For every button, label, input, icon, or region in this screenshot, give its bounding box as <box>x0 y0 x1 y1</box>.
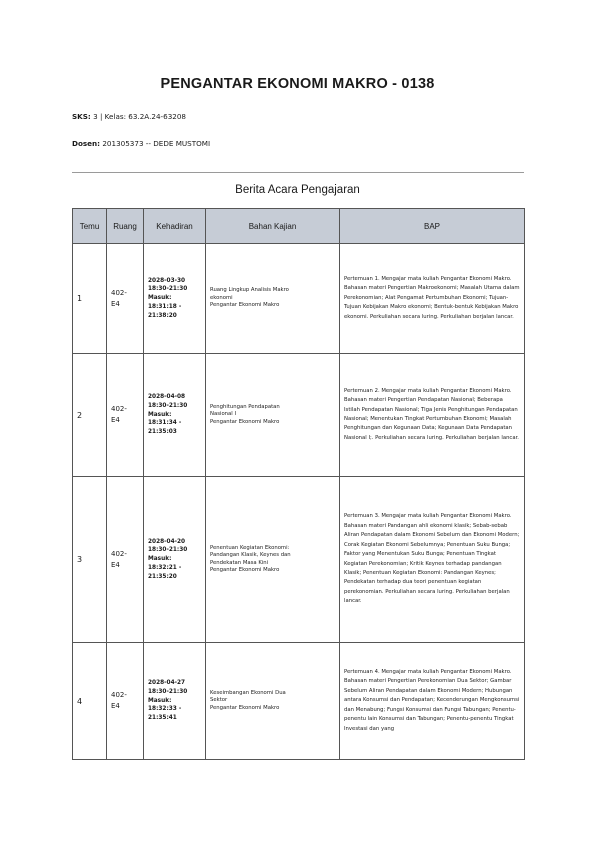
sks-label: SKS: <box>72 112 91 121</box>
bahan-line: Pendekatan Masa Kini <box>210 559 269 566</box>
kehadiran-out: 21:35:03 <box>148 429 177 436</box>
kehadiran-cell <box>144 354 206 477</box>
kehadiran-label: Masuk: <box>148 697 172 704</box>
bahan-line: Pengantar Ekonomi Makro <box>210 418 280 425</box>
col-header-kehadiran: Kehadiran <box>144 209 206 244</box>
table-row <box>73 354 525 477</box>
kehadiran-out: 21:35:41 <box>148 715 177 722</box>
ruang-cell <box>107 643 144 760</box>
bahan-line: Pengantar Ekonomi Makro <box>210 704 280 711</box>
bap-text: Pertemuan 1. Mengajar mata kuliah Pengantar Ekonomi Makro. Bahasan materi Pengertian Makroekonomi; Masalah Utama dalam Perekonomian; Alat Pengamat Pertumbuhan Ekonomi; Tujuan-Tujuan Kebijakan Makro ekonomi; Bentuk-bentuk Kebijakan Makro ekonomi. Perkuliahan secara luring. Perkuliahan berjalan lancar. <box>344 275 520 320</box>
bahan-line: Keseimbangan Ekonomi Dua <box>210 689 286 696</box>
kehadiran-out: 21:35:20 <box>148 573 177 580</box>
bap-text: Pertemuan 2. Mengajar mata kuliah Pengantar Ekonomi Makro. Bahasan materi Pengertian Pendapatan Nasional; Beberapa Istilah Pendapatan Nasional; Tiga Jenis Penghitungan Pendapatan Nasional; Menentukan Tingkat Pertumbuhan Ekonomi; Masalah Penghitungan dan Kegunaan Data; Kegunaan Data Pendapatan Nasional I;. Perkuliahan secara luring. Perkuliahan berjalan lancar. <box>344 387 519 441</box>
bahan-line: Penghitungan Pendapatan <box>210 403 280 410</box>
kehadiran-in: 18:31:18 - <box>148 303 182 310</box>
kehadiran-in: 18:32:33 - <box>148 706 182 713</box>
kehadiran-cell <box>144 244 206 354</box>
document-title: PENGANTAR EKONOMI MAKRO - 0138 <box>160 76 435 92</box>
divider <box>72 172 524 173</box>
ruang-cell <box>107 354 144 477</box>
section-title: Berita Acara Pengajaran <box>235 184 360 196</box>
kehadiran-in: 18:31:34 - <box>148 420 182 427</box>
ruang-line: 402- <box>111 549 127 558</box>
temu-cell: 1 <box>73 244 107 354</box>
kehadiran-schedule: 18:30-21:30 <box>148 688 188 695</box>
sks-value: 3 | Kelas: 63.2A.24-63208 <box>93 112 186 121</box>
kehadiran-schedule: 18:30-21:30 <box>148 402 188 409</box>
kehadiran-date: 2028-04-20 <box>148 538 186 545</box>
bahan-kajian-cell <box>206 477 340 643</box>
ruang-line: E4 <box>111 560 120 569</box>
kehadiran-date: 2028-04-08 <box>148 394 186 401</box>
bahan-kajian-cell <box>206 643 340 760</box>
dosen-label: Dosen: <box>72 139 101 148</box>
ruang-line: 402- <box>111 405 127 413</box>
bap-table <box>72 208 525 760</box>
bap-cell <box>340 477 525 643</box>
col-header-bahan-kajian: Bahan Kajian <box>206 209 340 244</box>
ruang-line: E4 <box>111 299 120 308</box>
bahan-line: Nasional I <box>210 411 237 418</box>
kehadiran-schedule: 18:30-21:30 <box>148 286 188 293</box>
kehadiran-label: Masuk: <box>148 295 172 302</box>
table-header-row <box>73 209 525 244</box>
ruang-cell <box>107 477 144 643</box>
bahan-kajian-cell <box>206 354 340 477</box>
temu-cell: 2 <box>73 354 107 477</box>
col-header-ruang: Ruang <box>107 209 144 244</box>
table-row <box>73 643 525 760</box>
bap-cell <box>340 354 525 477</box>
bahan-line: Pengantar Ekonomi Makro <box>210 302 280 309</box>
bahan-line: ekonomi <box>210 294 233 301</box>
temu-cell: 3 <box>73 477 107 643</box>
col-header-temu: Temu <box>73 209 107 244</box>
dosen-value: 201305373 -- DEDE MUSTOMI <box>102 139 211 148</box>
bap-text: Pertemuan 4. Mengajar mata kuliah Pengantar Ekonomi Makro. Bahasan materi Pengertian Perekonomian Dua Sektor; Gambar Sebelum Aliran Pendapatan dalam Ekonomi Modern; Hubungan antara Konsumsi dan Pendapatan; Kecenderungan Mengkonsumsi dan Menabung; Fungsi Konsumsi dan Fungsi Tabungan; Penentu-penentu lain Konsumsi dan Tabungan; Penentu-penentu Tingkat Investasi dan yang <box>344 669 520 732</box>
course-info <box>72 112 186 121</box>
bahan-line: Pengantar Ekonomi Makro <box>210 567 280 573</box>
bap-cell <box>340 643 525 760</box>
table-row <box>73 477 525 643</box>
bahan-line: Ruang Lingkup Analisis Makro <box>210 287 289 294</box>
ruang-line: 402- <box>111 288 127 297</box>
bap-text: Pertemuan 3. Mengajar mata kuliah Pengantar Ekonomi Makro. Bahasan materi Pandangan ahli ekonomi klasik; Sebab-sebab Aliran Pendapatan dalam Ekonomi Sebelum dan Ekonomi Modern; Corak Kegiatan Ekonomi Sebelumnya; Penentuan Suku Bunga; Faktor yang Menentukan Suku Bunga; Penentuan Tingkat Kegiatan Perekonomian; Kritik Keynes terhadap pandangan Klasik; Penentuan Kegiatan Ekonomi: Pandangan Keynes; Pendekatan terhadap dua teori penentuan kegiatan perekonomian. Perkuliahan secara luring. Perkuliahan berjalan lancar. <box>344 513 520 605</box>
bahan-line: Sektor <box>210 697 228 704</box>
kehadiran-cell <box>144 477 206 643</box>
ruang-cell <box>107 244 144 354</box>
bahan-line: Pandangan Klasik, Keynes dan <box>210 552 291 558</box>
kehadiran-cell <box>144 643 206 760</box>
kehadiran-label: Masuk: <box>148 556 172 563</box>
col-header-bap: BAP <box>340 209 525 244</box>
bahan-line: Penentuan Kegiatan Ekonomi: <box>210 544 290 551</box>
temu-cell: 4 <box>73 643 107 760</box>
table-row <box>73 244 525 354</box>
kehadiran-date: 2028-04-27 <box>148 680 186 687</box>
ruang-line: E4 <box>111 416 120 424</box>
kehadiran-date: 2028-03-30 <box>148 277 186 284</box>
lecturer-info <box>72 139 210 148</box>
kehadiran-in: 18:32:21 - <box>148 564 182 571</box>
kehadiran-schedule: 18:30-21:30 <box>148 547 188 554</box>
kehadiran-label: Masuk: <box>148 411 172 418</box>
bap-cell <box>340 244 525 354</box>
bahan-kajian-cell <box>206 244 340 354</box>
ruang-line: E4 <box>111 702 120 710</box>
ruang-line: 402- <box>111 691 127 699</box>
kehadiran-out: 21:38:20 <box>148 312 177 319</box>
